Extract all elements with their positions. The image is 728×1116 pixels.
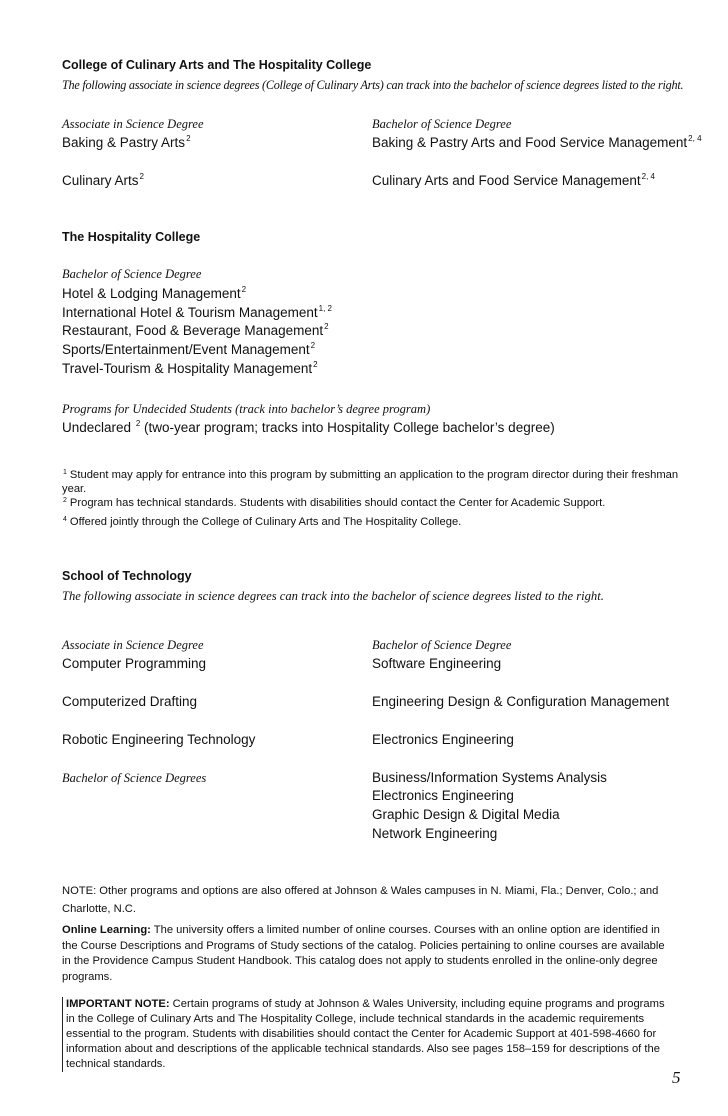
degree-row-left: Computerized Drafting [62,694,198,709]
degree-row-left: Robotic Engineering Technology [62,732,256,747]
technology-lead: The following associate in science degrees can track into the bachelor of science degrees listed to the right. [62,589,604,603]
degree-row-right: Culinary Arts and Food Service Management$^{2, 4}$ [372,172,655,188]
technology-heading: School of Technology [62,569,192,583]
degree-row-left: Computer Programming [62,656,207,671]
hospitality-degree: International Hotel & Tourism Management$^{1, 2}$ [62,304,332,320]
footnote-2: $^2$ Program has technical standards. Students with disabilities should contact the Center for Academic Support. [63,497,606,509]
degree-row-right: Engineering Design & Configuration Management [372,694,670,709]
technology-col-bachelor: Bachelor of Science Degree [372,638,512,652]
culinary-col-associate: Associate in Science Degree [62,117,204,131]
technology-bs-item: Business/Information Systems Analysis [372,770,607,785]
hospitality-degree: Restaurant, Food & Beverage Management$^2$ [62,322,329,338]
technology-bs-label: Bachelor of Science Degrees [62,771,207,785]
page-number: 5 [672,1068,681,1087]
campus-note: NOTE: Other programs and options are also offered at Johnson & Wales campuses in N. Miami, Fla.; Denver, Colo.; and Charlotte, N.C. [62,885,659,915]
hospitality-degree: Travel-Tourism & Hospitality Management$^2$ [62,360,318,376]
culinary-col-bachelor: Bachelor of Science Degree [372,117,512,131]
hospitality-heading: The Hospitality College [62,230,201,244]
footnote-4: $^4$ Offered jointly through the College of Culinary Arts and The Hospitality College. [63,516,462,528]
culinary-lead: The following associate in science degrees (College of Culinary Arts) can track into the bachelor of science degrees listed to the right. [62,78,684,92]
culinary-heading: College of Culinary Arts and The Hospitality College [62,58,372,72]
technology-bs-item: Electronics Engineering [372,788,514,803]
online-learning-note: Online Learning: The university offers a limited number of online courses. Courses with an online option are identified in the Course Descriptions and Programs of Study sections of the catalog. Policies pertaining to online courses are available in the Providence Campus Student Handbook. This catalog does not apply to students enrolled in the online-only degree programs. [62,924,665,983]
technology-bs-item: Graphic Design & Digital Media [372,807,560,822]
degree-row-left: Baking & Pastry Arts$^2$ [62,134,191,150]
degree-row-right: Baking & Pastry Arts and Food Service Management$^{2, 4}$ [372,134,702,150]
undeclared-program: Undeclared $^2$ (two-year program; tracks into Hospitality College bachelor’s degree) [62,419,555,435]
degree-row-left: Culinary Arts$^2$ [62,172,144,188]
technology-bs-item: Network Engineering [372,826,498,841]
degree-row-right: Software Engineering [372,656,502,671]
undecided-heading: Programs for Undecided Students (track into bachelor’s degree program) [62,402,431,416]
hospitality-degree: Hotel & Lodging Management$^2$ [62,285,247,301]
technology-col-associate: Associate in Science Degree [62,638,204,652]
footnote-1: $^1$ Student may apply for entrance into this program by submitting an application to the program director during their freshman year. [62,469,679,495]
important-note: IMPORTANT NOTE: Certain programs of study at Johnson & Wales University, including equine programs and programs in the College of Culinary Arts and The Hospitality College, include technical standards in the academic requirements essential to the program. Students with disabilities should contact the Center for Academic Support at 401-598-4660 for information about and descriptions of the applicable technical standards. Also see pages 158–159 for descriptions of the technical standards. [62,997,674,1072]
degree-row-right: Electronics Engineering [372,732,514,747]
hospitality-degree: Sports/Entertainment/Event Management$^2$ [62,341,316,357]
hospitality-col-bachelor: Bachelor of Science Degree [62,267,202,281]
